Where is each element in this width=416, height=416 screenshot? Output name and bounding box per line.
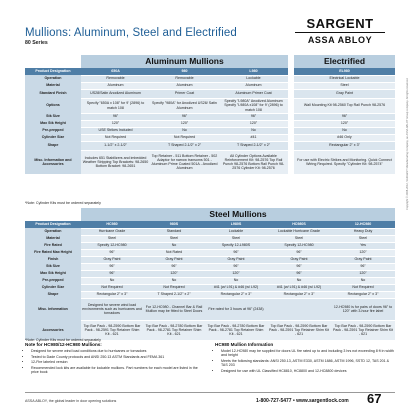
- aluminum-cell: Lockable: [219, 75, 288, 82]
- steel-cell: Gray Paint: [143, 256, 205, 263]
- electrified-cell: Rectangular 2" x 3": [294, 141, 395, 150]
- aluminum-cell: 120": [150, 120, 219, 127]
- aluminum-table-row: [25, 113, 395, 120]
- steel-table-row: [25, 263, 395, 270]
- hc980-info-title: HC980 Mullion Information: [215, 342, 274, 347]
- steel-cell: No: [267, 277, 331, 284]
- row-label: Accessories: [25, 320, 81, 340]
- aluminum-cell: Includes 651 Stabilizers and imbedded Weather Stripping Top Brackets: 98-2650 Bottom Bracket: 98-2651: [81, 150, 150, 174]
- steel-cell: Steel: [81, 235, 143, 242]
- hurricane-note-item: • 12-Fire labeled version: [31, 360, 203, 364]
- sargent-logo: [295, 16, 385, 45]
- steel-cell: Specify 12-HC980: [81, 242, 143, 249]
- steel-table-row: [25, 256, 395, 263]
- hurricane-note-item: • Recommended lock kits are available for lockable mullions. Part numbers for each model are listed in the price book: [31, 366, 203, 375]
- steel-cell: No: [143, 242, 205, 249]
- steel-cell: Lockable Hurricane Grade: [267, 228, 331, 235]
- aluminum-cell: T Shaped 2-1/2" x 2": [219, 141, 288, 150]
- steel-cell: Not Required: [331, 284, 395, 291]
- steel-table-row: [25, 284, 395, 291]
- steel-cell: Designed for severe wind load environments such as hurricanes and tornadoes: [81, 298, 143, 320]
- steel-table-title: Steel Mullions: [81, 208, 395, 221]
- aluminum-cell: No: [150, 127, 219, 134]
- aluminum-cell: Removable: [81, 75, 150, 82]
- row-label: Stk Size: [25, 263, 81, 270]
- steel-cell: HC980: [81, 221, 143, 228]
- aluminum-note: *Note: Cylinder Kits must be ordered separately: [25, 201, 101, 205]
- steel-cell: 96": [267, 270, 331, 277]
- steel-cell: Lockable: [205, 228, 267, 235]
- row-label: Shape: [25, 291, 81, 298]
- page-header: [25, 27, 237, 46]
- steel-cell: Top Bar Pack - 98-2590 Bottom Bar Pack - 98-2591 Top Retainer Shim Kit - 621: [81, 320, 143, 340]
- steel-cell: Steel: [331, 235, 395, 242]
- steel-cell: 12-HC980: [331, 221, 395, 228]
- page-title: Mullions: Aluminum, Steel and Electrified: [25, 27, 237, 39]
- aluminum-cell: 120": [81, 120, 150, 127]
- hc980-info-list: [215, 349, 395, 373]
- steel-cell: Steel: [143, 235, 205, 242]
- steel-cell: Heavy Duty: [331, 228, 395, 235]
- steel-cell: HC980S: [267, 221, 331, 228]
- aluminum-cell: 980: [150, 68, 219, 75]
- steel-cell: 12-HC980 is for pairs of doors 96" to 120" with 3-hour fire label: [331, 298, 395, 320]
- steel-table-row: [25, 235, 395, 242]
- aluminum-cell: Aluminum: [219, 82, 288, 89]
- steel-cell: 96": [267, 249, 331, 256]
- steel-cell: L980S: [205, 221, 267, 228]
- aluminum-cell: T Shaped 2-1/2" x 2": [150, 141, 219, 150]
- aluminum-cell: L980: [219, 68, 288, 75]
- aluminum-table-row: [25, 98, 395, 113]
- steel-table-row: [25, 298, 395, 320]
- steel-cell: Top Bar Pack - 98-2780 Bottom Bar Pack - 98-2781 Top Retainer Shim Kit - 621: [205, 320, 267, 340]
- aluminum-cell: Aluminum Primer Coat: [219, 89, 288, 98]
- steel-cell: 96": [143, 263, 205, 270]
- steel-table-row: [25, 228, 395, 235]
- row-label: Pre-prepped: [25, 127, 81, 134]
- aluminum-cell: Specify "980A" for Anodized US28/ Satin Aluminum: [150, 98, 219, 113]
- steel-cell: 96": [81, 263, 143, 270]
- aluminum-cell: Aluminum: [150, 82, 219, 89]
- hc980-info-item: • Designed for use with UL Classified HC8810, HC8800 and 12-HC8800 devices: [221, 369, 395, 373]
- hurricane-mullion-notes: [25, 342, 203, 376]
- steel-cell: Gray Paint: [331, 256, 395, 263]
- steel-mullions-table: [25, 208, 395, 341]
- row-label: Finish: [25, 256, 81, 263]
- aluminum-table-row: [25, 75, 395, 82]
- aluminum-cell: All Cylinder Options Available Reinforcement Kit: 98-2576 Top Rail Punch 98-2576 Bottom Rail Punch 98-2576 Cylinder Kit: 98-2576: [219, 150, 288, 174]
- row-label: Operation: [25, 228, 81, 235]
- electrified-cell: No: [294, 127, 395, 134]
- steel-cell: 96": [81, 270, 143, 277]
- steel-cell: 96": [81, 249, 143, 256]
- electrified-cell: For use with Electric Strikes and Monitoring. Quick Connect Wiring Required. Specify "Cylinder Kit: 98-2574": [294, 150, 395, 174]
- electrified-cell: #46 Only: [294, 134, 395, 141]
- aluminum-cell: Specify "L980A" Anodized Aluminum Specify "L980A x108" for 9' (2896) to match 108: [219, 98, 288, 113]
- hc980-info-item: • Model 12-HC980 may be supplied for doors UL fire rated up to and including 3 hrs not exceeding 8 ft in width and height: [221, 349, 395, 358]
- aluminum-cell: Not Required: [150, 134, 219, 141]
- steel-cell: 96": [331, 263, 395, 270]
- steel-cell: Top Bar Pack - 98-2780 Bottom Bar Pack - 98-2781 Top Retainer Shim Kit - 621: [143, 320, 205, 340]
- steel-cell: No: [331, 277, 395, 284]
- aluminum-cell: US28/Satin Anodized Aluminum: [81, 89, 150, 98]
- steel-cell: Hurricane Grade: [81, 228, 143, 235]
- steel-table-row: [25, 277, 395, 284]
- logo-brand: SARGENT: [295, 16, 385, 33]
- steel-cell: 120": [331, 249, 395, 256]
- aluminum-cell: Top Retainer - 511 Bottom Retainer - 502 Adaptor for narrow transoms 501 - Aluminum Prime Coated 501A - Anodized Aluminum: [150, 150, 219, 174]
- steel-table-row: [25, 249, 395, 256]
- steel-cell: Fire rated for 3 hours at 96" (2438): [205, 298, 267, 320]
- steel-cell: Rectangular 2" x 3": [81, 291, 143, 298]
- steel-cell: Top Bar Pack - 98-2590 Bottom Bar Pack - 98-2591 Top Retainer Shim Kit - 621: [331, 320, 395, 340]
- steel-cell: Steel: [267, 235, 331, 242]
- aluminum-cell: USE Strikes Included: [81, 127, 150, 134]
- steel-cell: Specify 12-HC980: [267, 242, 331, 249]
- hurricane-notes-title: Note for HC980/12-HC980 Mullions:: [25, 342, 102, 347]
- steel-cell: #41 (w/ L91) & #46 (w/ L92): [205, 284, 267, 291]
- electrified-cell: Gray Paint: [294, 89, 395, 98]
- footer-divider: [25, 392, 395, 393]
- aluminum-header-spacer: [25, 55, 81, 68]
- steel-cell: Rectangular 2" x 3": [267, 291, 331, 298]
- aluminum-cell: 96": [150, 113, 219, 120]
- electrified-cell: Steel: [294, 82, 395, 89]
- row-label: Standard Finish: [25, 89, 81, 98]
- row-label: Fire Rated: [25, 242, 81, 249]
- aluminum-cell: No: [219, 127, 288, 134]
- electrified-cell: Electrical Lockable: [294, 75, 395, 82]
- aluminum-cell: #41: [219, 134, 288, 141]
- steel-cell: Gray Paint: [205, 256, 267, 263]
- steel-cell: Rectangular 2" x 3": [205, 291, 267, 298]
- steel-table-row: [25, 242, 395, 249]
- copyright-side-text: Copyright © 2008-2012, SARGENT Manufacturing Company, an ASSA ABLOY Group company. All rights reserved.: [406, 77, 409, 210]
- row-label: Shape: [25, 141, 81, 150]
- row-label: Pre-prepped: [25, 277, 81, 284]
- row-label: Max Stk Height: [25, 270, 81, 277]
- aluminum-table-title: Aluminum Mullions: [81, 55, 288, 68]
- steel-cell: 120": [143, 270, 205, 277]
- steel-cell: Steel: [205, 235, 267, 242]
- electrified-table-title: Electrified: [294, 55, 395, 68]
- steel-cell: T Shaped 2-1/2" x 2": [143, 291, 205, 298]
- aluminum-cell: 1-1/2" x 2-1/2": [81, 141, 150, 150]
- steel-cell: 96": [205, 249, 267, 256]
- electrified-cell: EL980: [294, 68, 395, 75]
- aluminum-cell: Primer Coat: [150, 89, 219, 98]
- hurricane-note-item: • Designed for severe wind load conditions due to hurricanes or tornadoes: [31, 349, 203, 353]
- electrified-cell: 120": [294, 120, 395, 127]
- steel-cell: No: [81, 277, 143, 284]
- aluminum-mullions-table: [25, 55, 395, 175]
- row-label: Options: [25, 98, 81, 113]
- footer-contact: 1-800-727-5477 • www.sargentlock.com: [256, 398, 349, 404]
- page-subtitle: 80 Series: [25, 40, 48, 46]
- aluminum-cell: Not Required: [81, 134, 150, 141]
- steel-cell: Gray Paint: [267, 256, 331, 263]
- steel-cell: 96": [205, 263, 267, 270]
- steel-cell: 120": [331, 270, 395, 277]
- hc980-info-item: • Meets the following standards: ANSI 250.13, ASTM E330, ASTM 1886, ASTM 1996, SSTD 12, TAS 201 & TAS 203: [221, 359, 395, 368]
- aluminum-cell: Specify "650A x 108" for 9' (2896) to match 108: [81, 98, 150, 113]
- row-label: Material: [25, 82, 81, 89]
- row-label: Product Designation: [25, 68, 81, 75]
- footer-tagline: ASSA ABLOY, the global leader in door opening solutions: [25, 399, 117, 403]
- steel-cell: Top Bar Pack - 98-2590 Bottom Bar Pack - 98-2591 Top Retainer Shim Kit - 621: [267, 320, 331, 340]
- steel-cell: Specify 12-L980S: [205, 242, 267, 249]
- steel-cell: #41 (w/ L91) & #46 (w/ L92): [267, 284, 331, 291]
- steel-cell: No: [143, 277, 205, 284]
- steel-header-spacer: [25, 208, 81, 221]
- steel-table-row: [25, 320, 395, 340]
- aluminum-table-row: [25, 82, 395, 89]
- steel-cell: 120": [205, 270, 267, 277]
- row-label: Product Designation: [25, 221, 81, 228]
- steel-cell: [267, 298, 331, 320]
- electrified-cell: Wall Mounting Kit 98-2560 Top Rail Punch 98-2576: [294, 98, 395, 113]
- hurricane-notes-list: [25, 349, 203, 375]
- steel-cell: Rectangular 2" x 3": [331, 291, 395, 298]
- row-label: Misc. Information and Accessories: [25, 150, 81, 174]
- row-label: Operation: [25, 75, 81, 82]
- aluminum-cell: 120": [219, 120, 288, 127]
- steel-cell: Standard: [143, 228, 205, 235]
- aluminum-table-row: [25, 150, 395, 174]
- steel-table-row: [25, 291, 395, 298]
- aluminum-table-row: [25, 89, 395, 98]
- steel-cell: Yes: [331, 242, 395, 249]
- steel-table-row: [25, 221, 395, 228]
- steel-note: *Note: Cylinder Kits must be ordered separately: [25, 338, 101, 342]
- aluminum-cell: 650A: [81, 68, 150, 75]
- row-label: Cylinder Size: [25, 134, 81, 141]
- steel-cell: Gray Paint: [81, 256, 143, 263]
- steel-cell: Not Required: [143, 284, 205, 291]
- steel-cell: Not Rated: [143, 249, 205, 256]
- row-label: Max Stk Height: [25, 120, 81, 127]
- steel-table-row: [25, 270, 395, 277]
- steel-cell: For 12-HC980 - Channel Bar & Rail Mullion may be fitted to Steel Doors: [143, 298, 205, 320]
- aluminum-table-row: [25, 134, 395, 141]
- row-label: Material: [25, 235, 81, 242]
- page-number: 67: [367, 391, 382, 406]
- aluminum-table-row: [25, 68, 395, 75]
- aluminum-table-row: [25, 141, 395, 150]
- aluminum-cell: Aluminum: [81, 82, 150, 89]
- steel-cell: No: [205, 277, 267, 284]
- aluminum-table-row: [25, 120, 395, 127]
- steel-cell: 96": [267, 263, 331, 270]
- row-label: Fire Rated Max Height: [25, 249, 81, 256]
- logo-parent: ASSA ABLOY: [307, 35, 373, 45]
- hc980-mullion-info: [215, 342, 395, 375]
- aluminum-cell: 96": [219, 113, 288, 120]
- row-label: Cylinder Size: [25, 284, 81, 291]
- aluminum-cell: Removable: [150, 75, 219, 82]
- row-label: Misc. Information: [25, 298, 81, 320]
- aluminum-cell: 96": [81, 113, 150, 120]
- steel-cell: 980S: [143, 221, 205, 228]
- row-label: Stk Size: [25, 113, 81, 120]
- electrified-cell: 96": [294, 113, 395, 120]
- hurricane-note-item: • Tested to Dade County protocols and ANSI 250.13 ASTM Standards and FEMA 361: [31, 355, 203, 359]
- steel-cell: Not Required: [81, 284, 143, 291]
- aluminum-table-row: [25, 127, 395, 134]
